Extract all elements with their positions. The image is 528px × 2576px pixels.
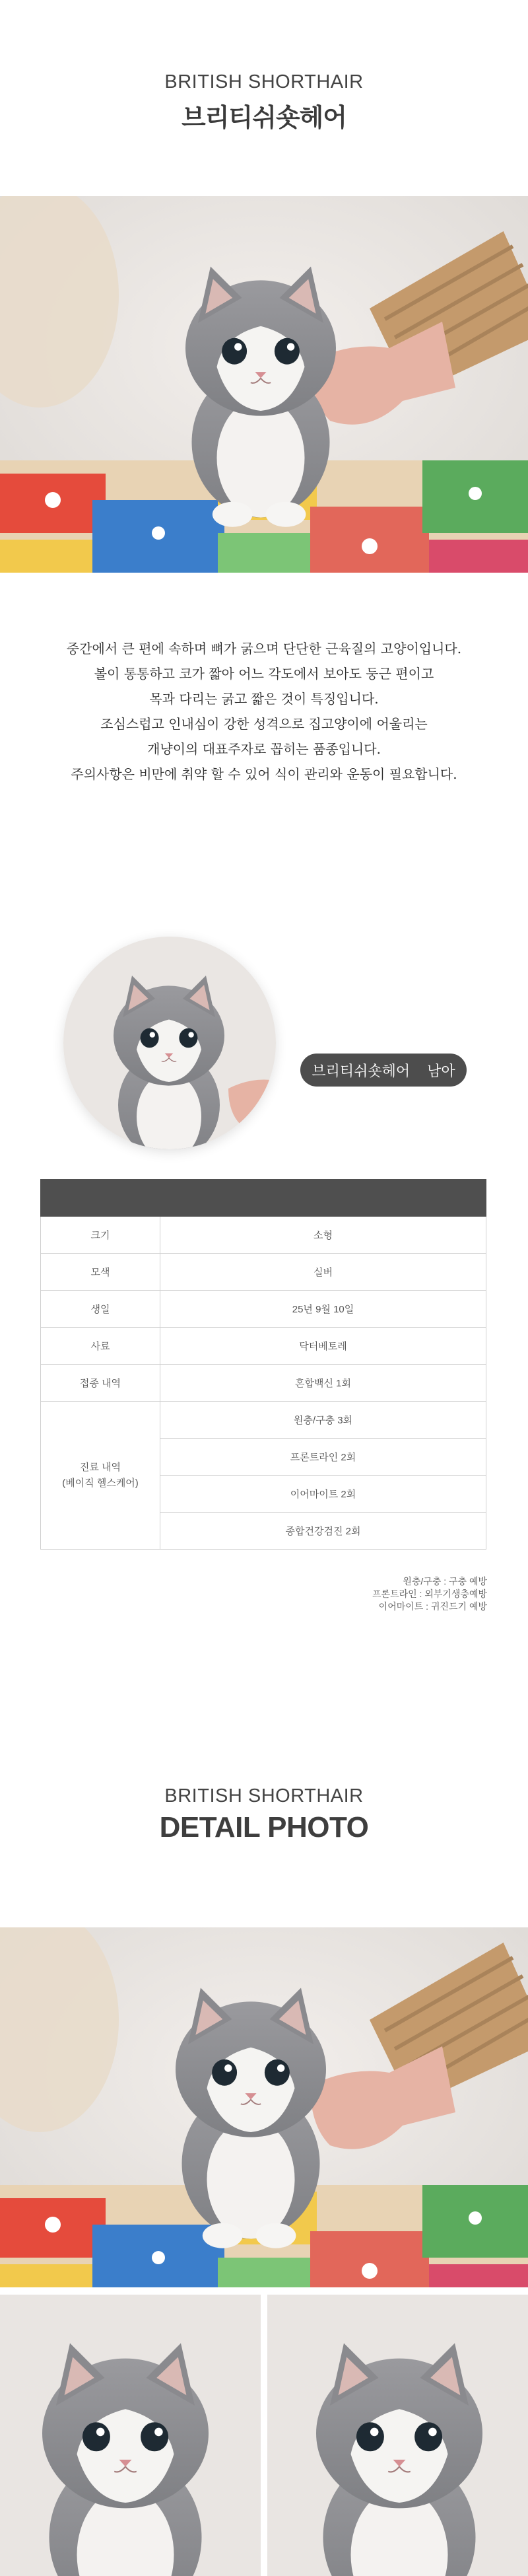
care-notes	[372, 1575, 487, 1613]
care-item: 이어마이트 2회	[160, 1476, 486, 1513]
care-label-line: (베이직 헬스케어)	[62, 1477, 139, 1489]
row-value: 혼합백신 1회	[160, 1365, 486, 1402]
care-item: 프론트라인 2회	[160, 1439, 486, 1476]
table-row	[41, 1402, 486, 1439]
note-line: 이어마이트 : 귀진드기 예방	[378, 1601, 487, 1612]
sex-label: 남아	[427, 1062, 455, 1079]
description-line: 조심스럽고 인내심이 강한 성격으로 집고양이에 어울리는	[100, 716, 428, 732]
row-value: 실버	[160, 1254, 486, 1291]
description-line: 개냥이의 대표주자로 꼽히는 품종입니다.	[147, 741, 381, 757]
table-header-row	[41, 1180, 486, 1217]
care-history-label	[41, 1402, 160, 1550]
row-label: 생일	[41, 1291, 160, 1328]
detail-title: DETAIL PHOTO	[159, 1811, 369, 1843]
table-row	[41, 1291, 486, 1328]
row-label: 사료	[41, 1328, 160, 1365]
profile-badge	[300, 1054, 467, 1087]
breed-eyebrow: BRITISH SHORTHAIR	[164, 71, 364, 92]
row-label: 크기	[41, 1217, 160, 1254]
table-row	[41, 1365, 486, 1402]
detail-photo-right	[267, 2295, 528, 2576]
care-label-line: 진료 내역	[79, 1461, 121, 1473]
hero-kitten-photo	[0, 196, 528, 573]
detail-photo-large	[0, 1927, 528, 2287]
row-value: 25년 9월 10일	[160, 1291, 486, 1328]
breed-title: 브리티쉬숏헤어	[182, 104, 346, 132]
care-item: 원충/구충 3회	[160, 1402, 486, 1439]
care-item: 종합건강검진 2회	[160, 1513, 486, 1550]
description-line: 중간에서 큰 편에 속하며 뼈가 굵으며 단단한 근육질의 고양이입니다.	[66, 641, 462, 657]
intro-header	[0, 71, 528, 133]
table-row	[41, 1217, 486, 1254]
table-header-cell	[41, 1180, 160, 1217]
table-row	[41, 1328, 486, 1365]
description-line: 볼이 통통하고 코가 짧아 어느 각도에서 보아도 둥근 편이고	[94, 666, 434, 682]
breed-name: 브리티쉬숏헤어	[312, 1062, 411, 1079]
description-line: 목과 다리는 굵고 짧은 것이 특징입니다.	[149, 691, 379, 707]
table-header-cell	[160, 1180, 486, 1217]
detail-eyebrow: BRITISH SHORTHAIR	[164, 1785, 364, 1807]
row-value: 닥터베토레	[160, 1328, 486, 1365]
detail-photo-left	[0, 2295, 261, 2576]
description-line: 주의사항은 비만에 취약 할 수 있어 식이 관리와 운동이 필요합니다.	[71, 766, 457, 782]
detail-header	[0, 1785, 528, 1844]
note-line: 원충/구충 : 구충 예방	[403, 1576, 487, 1587]
kitten-avatar	[63, 937, 276, 1149]
note-line: 프론트라인 : 외부기생충예방	[372, 1589, 487, 1599]
row-label: 모색	[41, 1254, 160, 1291]
breed-description	[0, 636, 528, 787]
row-label: 접종 내역	[41, 1365, 160, 1402]
row-value: 소형	[160, 1217, 486, 1254]
kitten-info-table	[40, 1179, 486, 1550]
table-row	[41, 1254, 486, 1291]
